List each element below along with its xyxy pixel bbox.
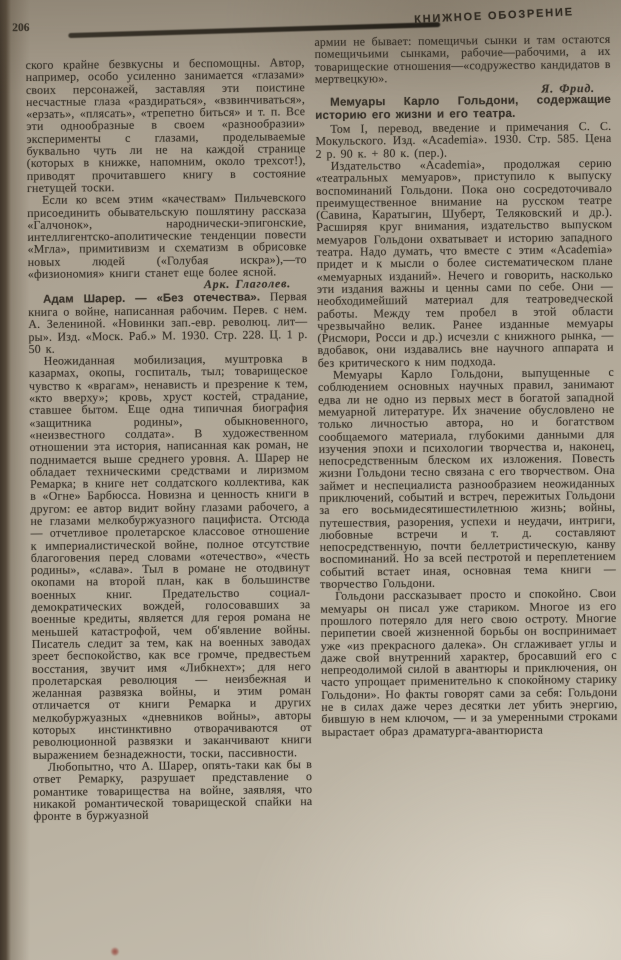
review-paragraph: Издательство «Academia», продолжая серию «театральных мемуаров», приступило к выпуску воспоминаний Гольдони. Пока оно сосредоточивало преимущественное внимание на русском театре (Савина, Каратыгин, Шуберт, Теляковский и др.). Расширяя круг внимания, издательство выпуском мемуаров Гольдони охватывает и историю западного театра. Надо думать, что вместе с этим «Academia» придет и к мысли о более систематическом плане «мемуарных изданий». Нечего и говорить, насколько эти издания важны и ценны сами по себе. Они — необходимейший материал для театроведческой работы. Между тем пробел в этой области чрезвычайно велик. Ранее изданные мемуары (Рисмори, Росси и др.) исчезли с книжного рынка, — вдобавок, они издавались вне научного аппарата и без критического к ним подхода. [315,155,614,370]
reviewer-signature: Арк. Глаголев. [203,276,292,292]
right-column [314,33,617,738]
bibliographic-info: Первая книга о войне, написанная рабочим. Перев. с нем. А. Зелениной. «Новинки зап.-евр. революц. лит—ры». Изд. «Моск. Раб.» М. 1930. Стр. 228. Ц. 1 р. 50 к. [28,288,308,356]
paper-speck [111,947,119,956]
reviewer-signature: Я. Фрид. [541,81,595,96]
book-review-heading: Адам Шарер. — «Без отечества». [43,291,261,306]
continuation-paragraph: ского крайне безвкусны и беспомощны. Автор, например, особо усиленно занимается «глазами» своих персонажей, заставляя эти поистине несчастные глаза «раздираться», «взвинчиваться», «ерзать», «плясать», «трепетно биться» и т. п. Все эти однообразные в своем «разнообразии» эксперименты с глазами, проделываемые буквально чуть ли не на каждой странице (которых в книжке, напомним, около трехсот!), приводят прочитавшего книгу в состояние гнетущей тоски. [25,55,306,195]
review-paragraph: Неожиданная мобилизация, муштровка в казармах, окопы, госпиталь, тыл; товарищеское чувство к «врагам», ненависть и презрение к тем, «кто вверху»; кровь, хруст костей, страдание, ставшее бытом. Еще одна типичная биография «защитника родины», обыкновенного, «неизвестного солдата». В художественном отношении эта история, написанная как роман, не поднимается выше среднего уровня. А. Шарер не обладает техническими средствами и лиризмом Ремарка; в книге нет солдатского коллектива, как в «Огне» Барбюсса. Новизна и ценность книги в другом: ее автор видит войну глазами рабочего, а не глазами мелкобуржуазного пацифиста. Отсюда — отчетливое пролетарское классовое отношение к империалистической войне, полное отсутствие благоговения перед словами «отечество», «честь родины», «слава». Тыл в романе не отодвинут окопами на второй план, как в большинстве военных книг. Предательство социал-демократических вождей, голосовавших за военные кредиты, является для героя романа не меньшей катастрофой, чем об'явление войны. Писатель следит за тем, как на военных заводах зреет беспокойство, как все громче, предвестьем восстания, звучит имя «Либкнехт»; для него пролетарская революция — неизбежная и желанная развязка войны, и этим роман отличается от книги Ремарка и других мелкобуржуазных «дневников войны», авторы которых инстинктивно отворачиваются от революционной развязки и заканчивают книги выражением безнадежности, тоски, пассивности. [28,351,312,762]
review-paragraph: Любопытно, что А. Шарер, опять-таки как бы в ответ Ремарку, разрушает представление о романтике товарищества на войне, заявляя, что никакой романтической товарищеской спайки на фронте в буржуазной [33,756,313,824]
book-review-heading: Мемуары Карло Гольдони, содержащие историю его жизни и его театра. [315,93,612,123]
continuation-paragraph: армии не бывает: помещичьи сынки и там остаются помещичьими сынками, рабочие—рабочими, а их товарищеские отношения—«содружество кандидатов в мертвецкую». [314,31,611,86]
book-review-bib-paragraph [28,290,308,355]
review-paragraph: Мемуары Карло Гольдони, выпущенные с соблюдением основных научных правил, занимают едва ли не одно из первых мест в богатой западной мемуарной литературе. Их значение обусловлено не только личностью автора, но и богатством сообщаемого материала, глубокими данными для изучения эпохи и психологии творчества и, наконец, непосредственным блеском их изложения. Повесть жизни Гольдони тесно связана с его творчеством. Она займет и неспециалиста разнообразием неожиданных приключений, событий и встреч, пережитых Гольдони за его восьмидесятишестилетнюю жизнь; войны, путешествия, разорения, успехи и неудачи, интриги, любовные встречи и т. д. составляют непосредственную, почти беллетристическую, канву воспоминаний. Но за всей пестротой и переплетением событий встает иная, основная тема книги — творчество Гольдони. [317,364,617,591]
review-paragraph: Если ко всем этим «качествам» Пильчевского присоединить обывательскую пошлятину рассказа «Галчонок», народнически-эпигонские, интеллигентско-аполитические тенденции повести «Мгла», примитивизм и схематизм в обрисовке новых людей («Голубая искра»),—то «физиономия» книги станет еще более ясной. [27,190,307,281]
bibliographic-info: Том I, перевод, введение и примечания С. С. Мокульского. Изд. «Academia». 1930. Стр. 585. Цена 2 р. 90 к. + 80 к. (пер.). [315,118,612,161]
journal-title: КНИЖНОЕ ОБОЗРЕНИЕ [414,6,575,26]
page-number: 206 [12,21,30,35]
review-paragraph: Гольдони рассказывает просто и спокойно. Свои мемуары он писал уже стариком. Многое из его прошлого потеряло для него свою остроту. Многие перипетии своей жизненной борьбы он воспринимает уже «из прекрасного далека». Он сглаживает углы и даже свой внутренний характер, бросавший его с непреодолимой силой в авантюры и приключения, он часто упрощает применительно к спокойному старику Гольдони». Но факты говорят сами за себя: Гольдони не в силах даже через десятки лет убить энергию, бившую в нем ключом, — и за умеренными строками вырастает образ драматурга-авантюриста [320,586,618,739]
left-column [26,56,313,822]
